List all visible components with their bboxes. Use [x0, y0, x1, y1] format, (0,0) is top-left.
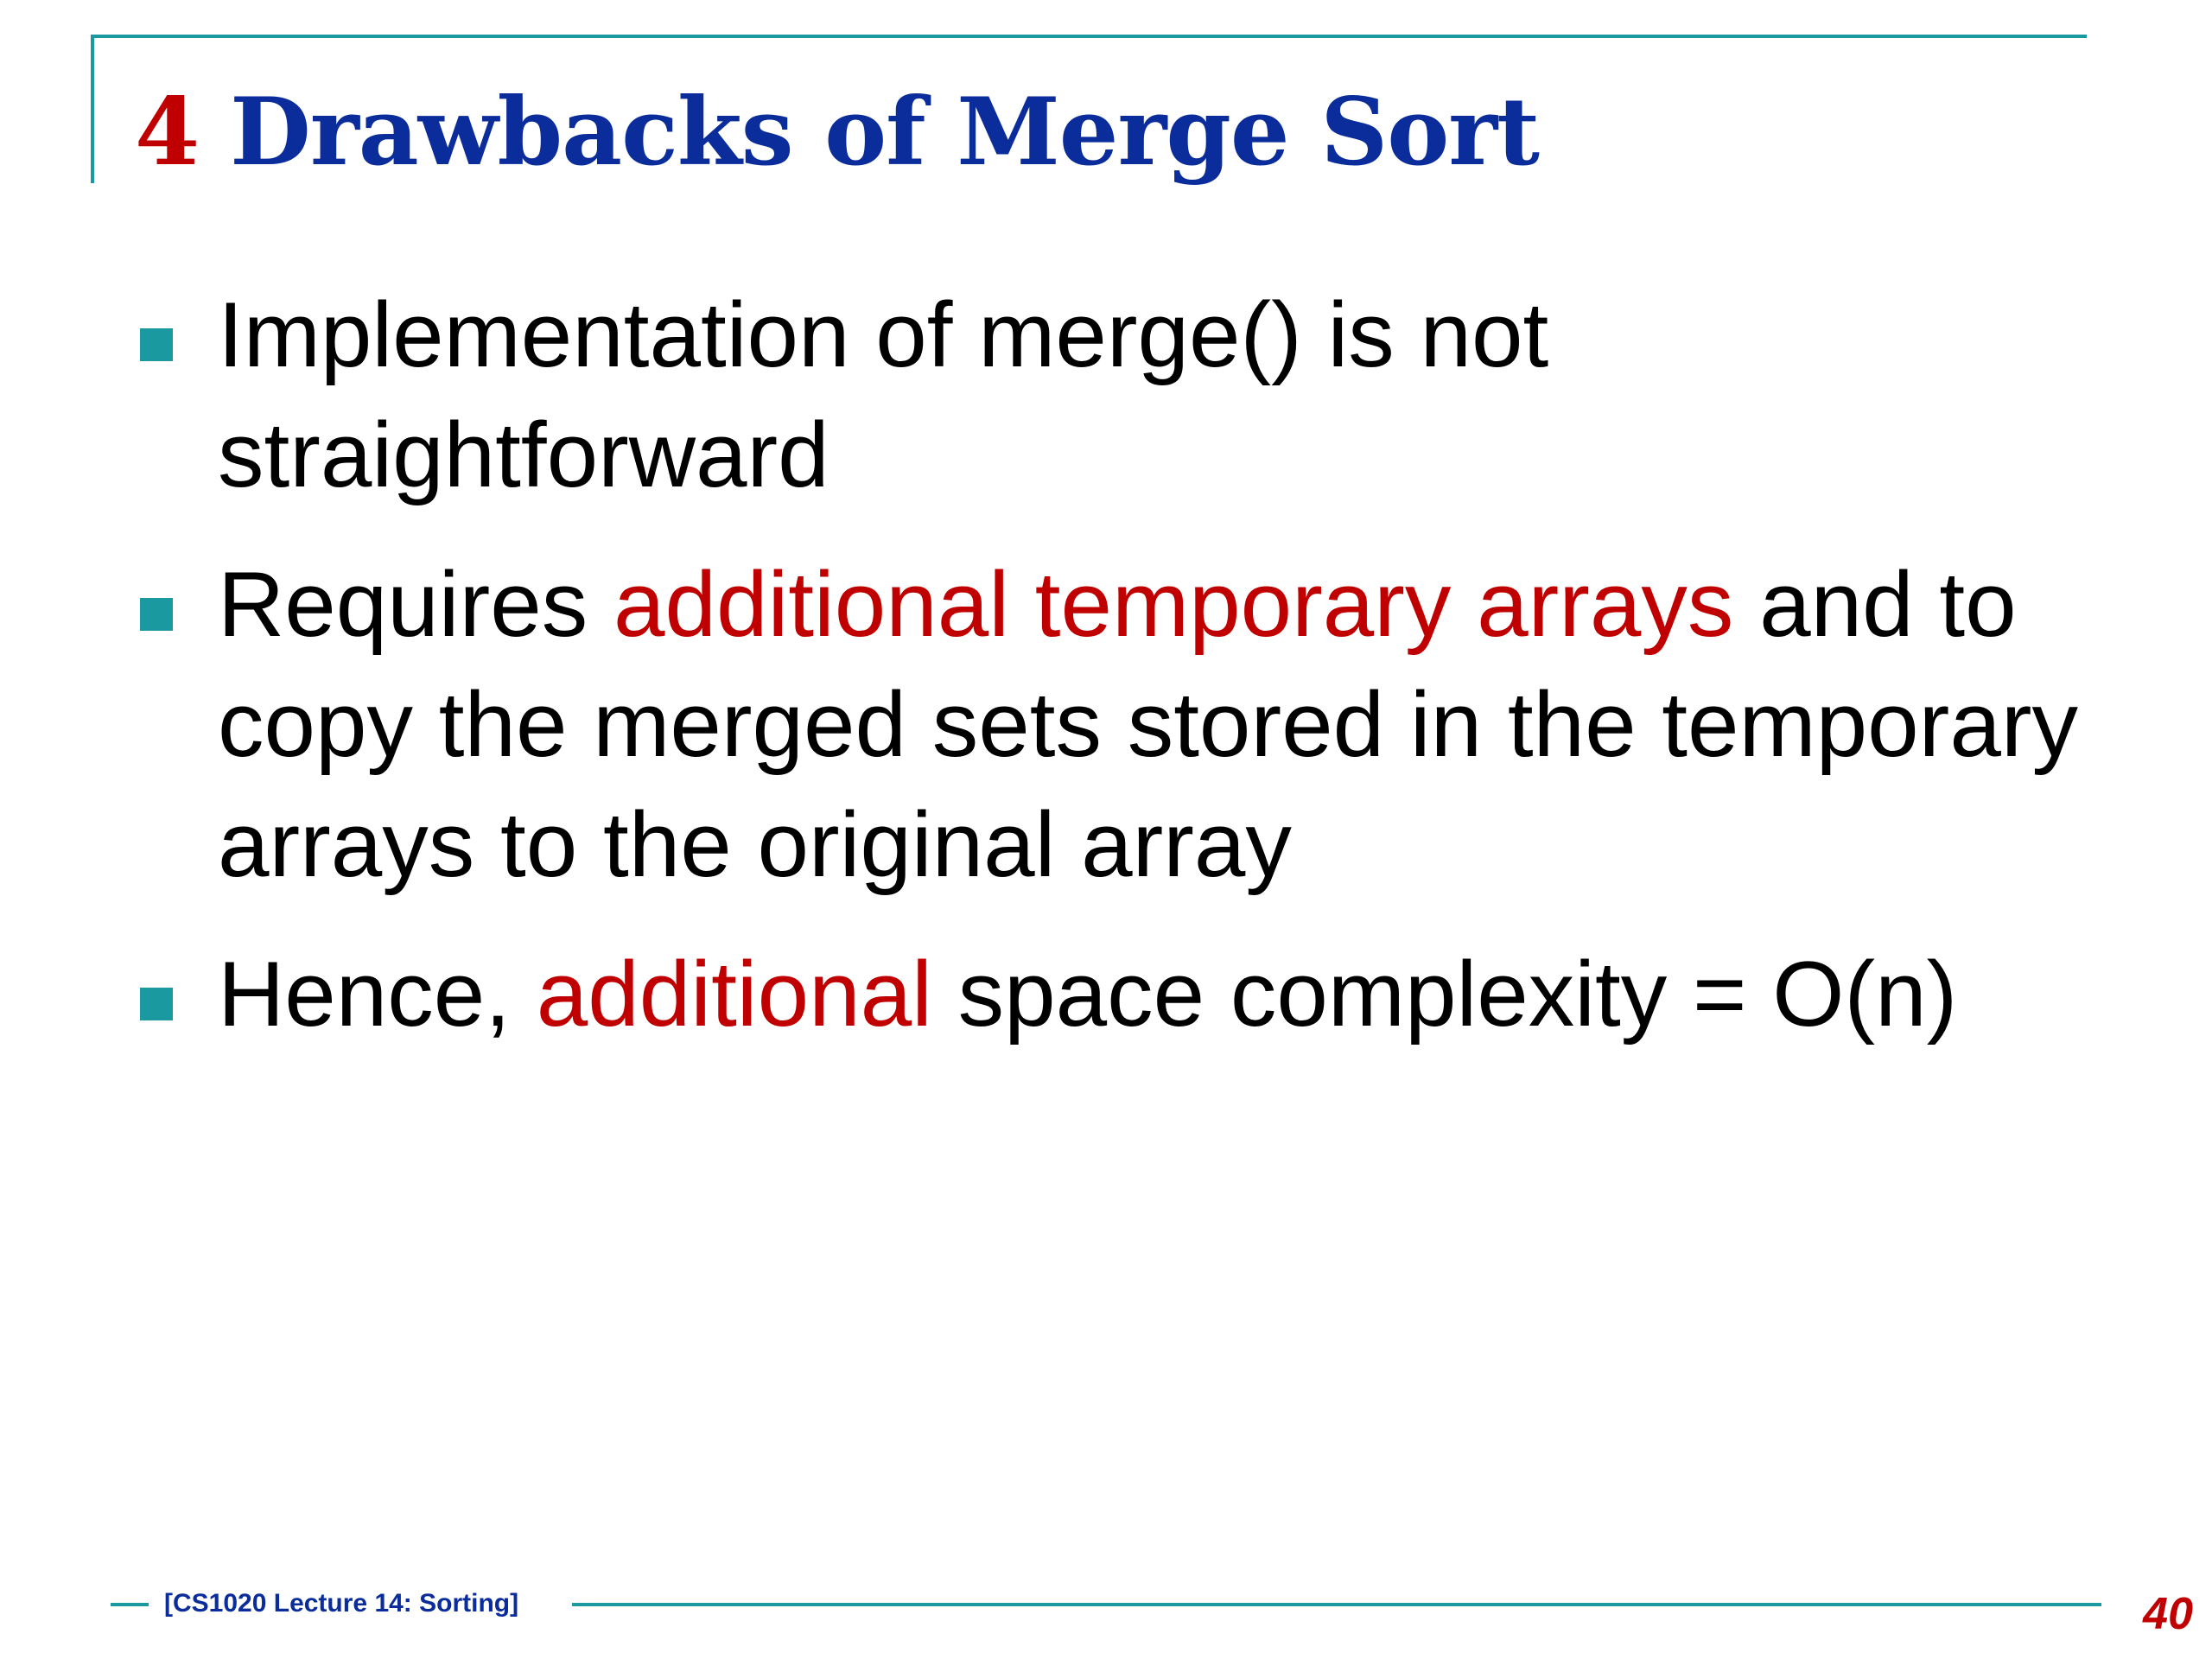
bullet-item-3 [138, 934, 2177, 1054]
bullet-list [138, 275, 2177, 1084]
title-frame-left-line [91, 35, 94, 183]
bullet-3-highlight: additional [536, 942, 932, 1046]
bullet-item-2 [138, 544, 2177, 905]
bullet-1-text: Implementation of merge() is not straightforward [218, 283, 1549, 506]
title-frame-top-line [91, 35, 2087, 38]
bullet-3-text-pre: Hence, [218, 942, 537, 1046]
title-text: Drawbacks of Merge Sort [230, 78, 1540, 187]
page-number: 40 [2143, 1589, 2193, 1639]
bullet-3-text-post: space complexity = O(n) [931, 942, 1958, 1046]
title-number: 4 [135, 78, 200, 187]
bullet-2-text-pre: Requires [218, 552, 613, 656]
bullet-item-1 [138, 275, 2177, 515]
square-bullet-icon [140, 988, 173, 1020]
footer-lecture-label: [CS1020 Lecture 14: Sorting] [164, 1589, 519, 1618]
bullet-2-text-post: and to copy the merged sets stored in the temporary arrays to the original array [218, 552, 2078, 896]
bullet-2-highlight: additional temporary arrays [613, 552, 1734, 656]
square-bullet-icon [140, 598, 173, 631]
slide-title [135, 76, 1539, 188]
footer-line-right [572, 1603, 2101, 1606]
footer-line-left [111, 1603, 149, 1606]
square-bullet-icon [140, 328, 173, 361]
